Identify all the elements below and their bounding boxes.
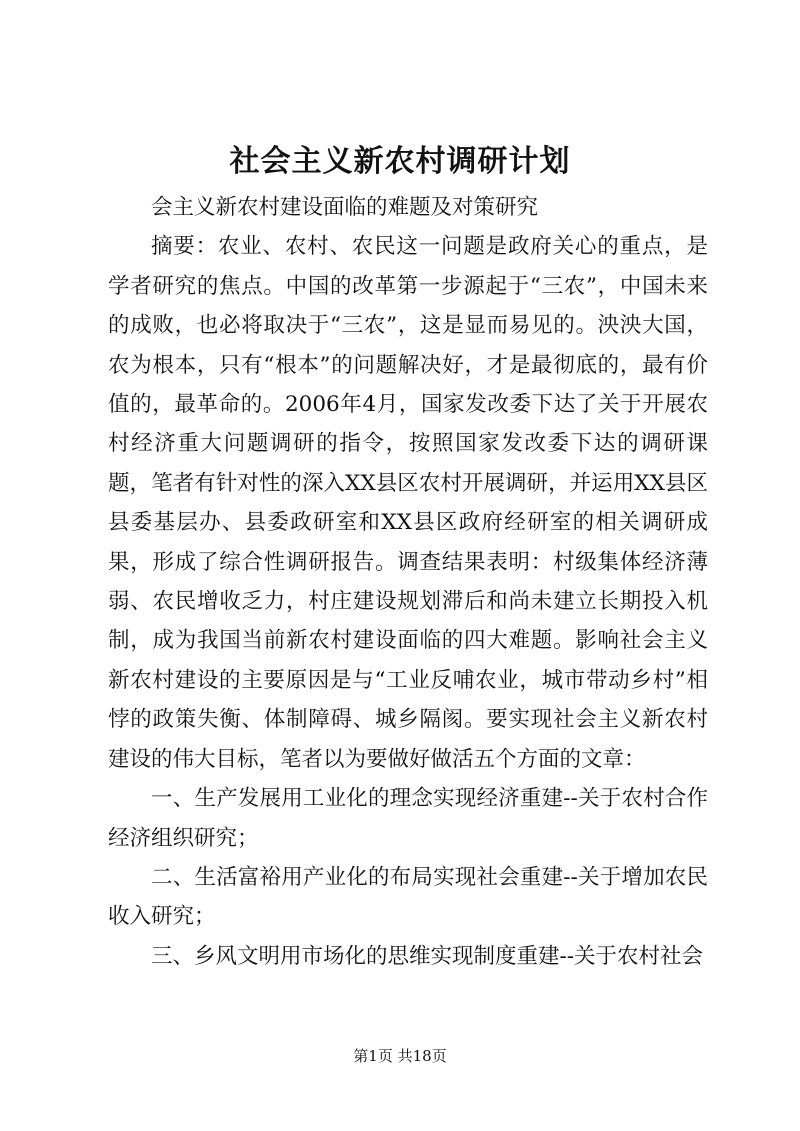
- abstract-paragraph: 摘要：农业、农村、农民这一问题是政府关心的重点，是学者研究的焦点。中国的改革第一步源起于“三农”，中国未来的成败，也必将取决于“三农”，这是显而易见的。泱泱大国，农为根本，只有“根本”的问题解决好，才是最彻底的，最有价值的，最革命的。2006年4月，国家发改委下达了关于开展农村经济重大问题调研的指令，按照国家发改委下达的调研课题，笔者有针对性的深入XX县区农村开展调研，并运用XX县区县委基层办、县委政研室和XX县区政府经研室的相关调研成果，形成了综合性调研报告。调查结果表明：村级集体经济薄弱、农民增收乏力，村庄建设规划滞后和尚未建立长期投入机制，成为我国当前新农村建设面临的四大难题。影响社会主义新农村建设的主要原因是与“工业反哺农业，城市带动乡村”相悖的政策失衡、体制障碍、城乡隔阂。要实现社会主义新农村建设的伟大目标，笔者以为要做好做活五个方面的文章：: [108, 234, 708, 772]
- page-number: 第1页 共18页: [353, 1047, 447, 1065]
- list-item-2: 二、生活富裕用产业化的布局实现社会重建--关于增加农民收入研究；: [108, 864, 708, 930]
- list-item-1: 一、生产发展用工业化的理念实现经济重建--关于农村合作经济组织研究；: [108, 786, 708, 851]
- list-item-3: 三、乡风文明用市场化的思维实现制度重建--关于农村社会: [151, 943, 704, 969]
- subtitle-paragraph: 会主义新农村建设面临的难题及对策研究: [151, 195, 539, 220]
- document-body: [108, 188, 708, 976]
- document-title: 社会主义新农村调研计划: [229, 144, 571, 179]
